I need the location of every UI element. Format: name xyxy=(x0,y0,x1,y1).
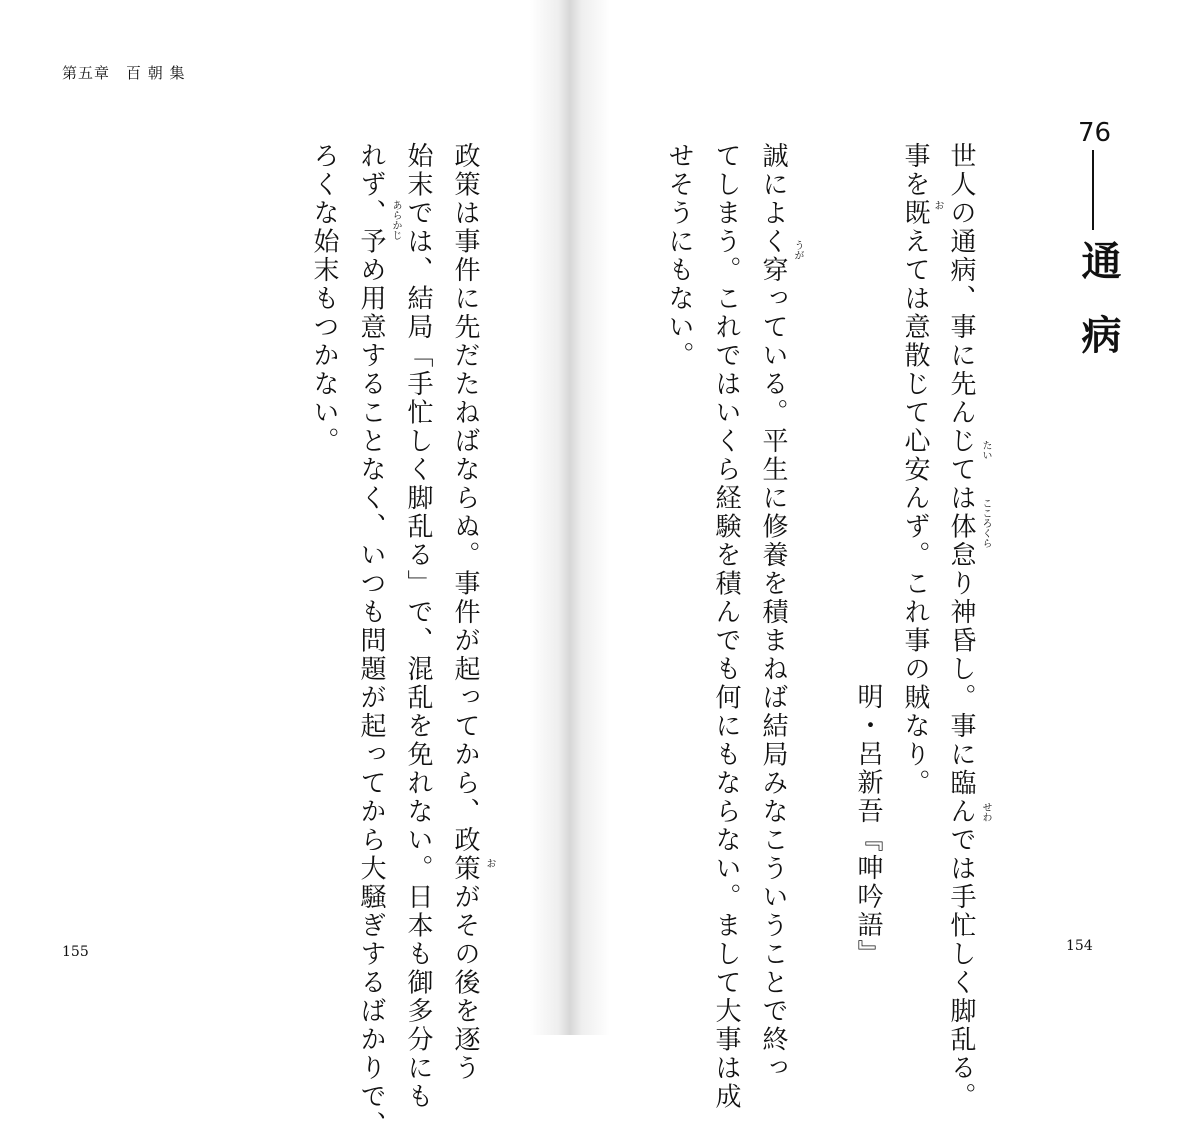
running-head: 第五章 百 朝 集 xyxy=(62,64,186,82)
commentary-line-3: せそうにもない。 xyxy=(664,142,694,370)
quote-source: 明・呂新吾『呻吟語』 xyxy=(853,683,883,968)
quote-line-2: 事を既えては意散じて心安んず。これ事の賊なり。 xyxy=(900,142,930,798)
body-line-2: 始末では、結局「手忙しく脚乱る」で、混乱を免れない。日本も御多分にも xyxy=(403,142,433,1111)
page-number-left: 155 xyxy=(62,944,89,960)
chapter-title: 通病 xyxy=(1075,240,1122,388)
body-line-1: 政策は事件に先だたねばならぬ。事件が起ってから、政策がその後を逐う xyxy=(450,142,480,1083)
ruby-tai: たい xyxy=(980,440,991,460)
ruby-o2: お xyxy=(484,858,495,868)
ruby-uga: うが xyxy=(792,240,803,260)
page-number-right: 154 xyxy=(1066,938,1093,954)
ruby-sewa: せわ xyxy=(980,802,991,822)
chapter-rule xyxy=(1092,150,1094,230)
commentary-line-1: 誠によく穿っている。平生に修養を積まねば結局みなこういうことで終っ xyxy=(758,142,788,1083)
ruby-kokorokura: こころくら xyxy=(980,498,991,548)
body-line-4: ろくな始末もつかない。 xyxy=(309,142,339,456)
ruby-o: お xyxy=(932,200,943,210)
book-gutter xyxy=(530,0,610,1035)
quote-line-1: 世人の通病、事に先んじては体怠り神昏し。事に臨んでは手忙しく脚乱る。 xyxy=(946,142,976,1111)
ruby-arakaji: あらかじ xyxy=(390,200,401,240)
chapter-number: 76 xyxy=(1078,118,1112,148)
commentary-line-2: てしまう。これではいくら経験を積んでも何にもならない。まして大事は成 xyxy=(711,142,741,1111)
body-line-3: れず、予め用意することなく、いつも問題が起ってから大騒ぎするばかりで、 xyxy=(356,142,386,1140)
